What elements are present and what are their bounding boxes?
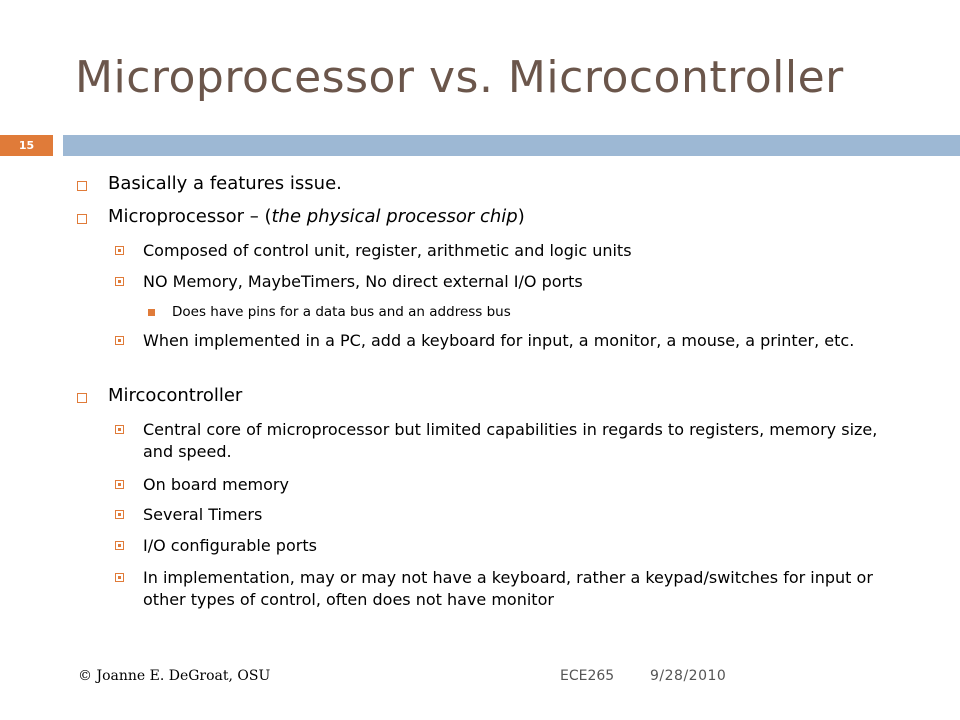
sub-bullet-icon bbox=[115, 277, 124, 286]
slide-title: Microprocessor vs. Microcontroller bbox=[75, 52, 844, 103]
sub-bullet-icon bbox=[115, 336, 124, 345]
slide-number: 15 bbox=[0, 135, 53, 156]
footer-author: © Joanne E. DeGroat, OSU bbox=[78, 668, 271, 684]
sub-bullet-icon bbox=[115, 246, 124, 255]
bullet-text: Mircocontroller bbox=[108, 385, 243, 406]
title-divider-bar bbox=[63, 135, 960, 156]
sub-bullet-icon bbox=[115, 480, 124, 489]
sub-bullet-text: On board memory bbox=[143, 475, 289, 494]
sub-bullet-text: Composed of control unit, register, arithmetic and logic units bbox=[143, 241, 632, 260]
sub-bullet-text: Several Timers bbox=[143, 505, 263, 524]
sub-sub-bullet-icon bbox=[148, 309, 155, 316]
sub-bullet-text: I/O configurable ports bbox=[143, 536, 317, 555]
sub-bullet-text: When implemented in a PC, add a keyboard for input, a monitor, a mouse, a printer, etc. bbox=[143, 331, 855, 350]
footer-date: 9/28/2010 bbox=[650, 668, 727, 684]
bullet-square-icon bbox=[77, 214, 87, 224]
sub-bullet-icon bbox=[115, 510, 124, 519]
bullet-text: Basically a features issue. bbox=[108, 173, 342, 194]
sub-bullet-text: NO Memory, MaybeTimers, No direct external I/O ports bbox=[143, 272, 583, 291]
sub-sub-bullet-text: Does have pins for a data bus and an address bus bbox=[172, 304, 511, 320]
sub-bullet-icon bbox=[115, 425, 124, 434]
bullet-square-icon bbox=[77, 181, 87, 191]
bullet-square-icon bbox=[77, 393, 87, 403]
sub-bullet-text: In implementation, may or may not have a keyboard, rather a keypad/switches for input or other types of control, often does not have monitor bbox=[143, 568, 873, 609]
sub-bullet-text: Central core of microprocessor but limited capabilities in regards to registers, memory size, and speed. bbox=[143, 420, 878, 461]
sub-bullet-icon bbox=[115, 573, 124, 582]
footer-course: ECE265 bbox=[560, 668, 615, 684]
bullet-text: Microprocessor – (the physical processor chip) bbox=[108, 206, 525, 227]
sub-bullet-icon bbox=[115, 541, 124, 550]
